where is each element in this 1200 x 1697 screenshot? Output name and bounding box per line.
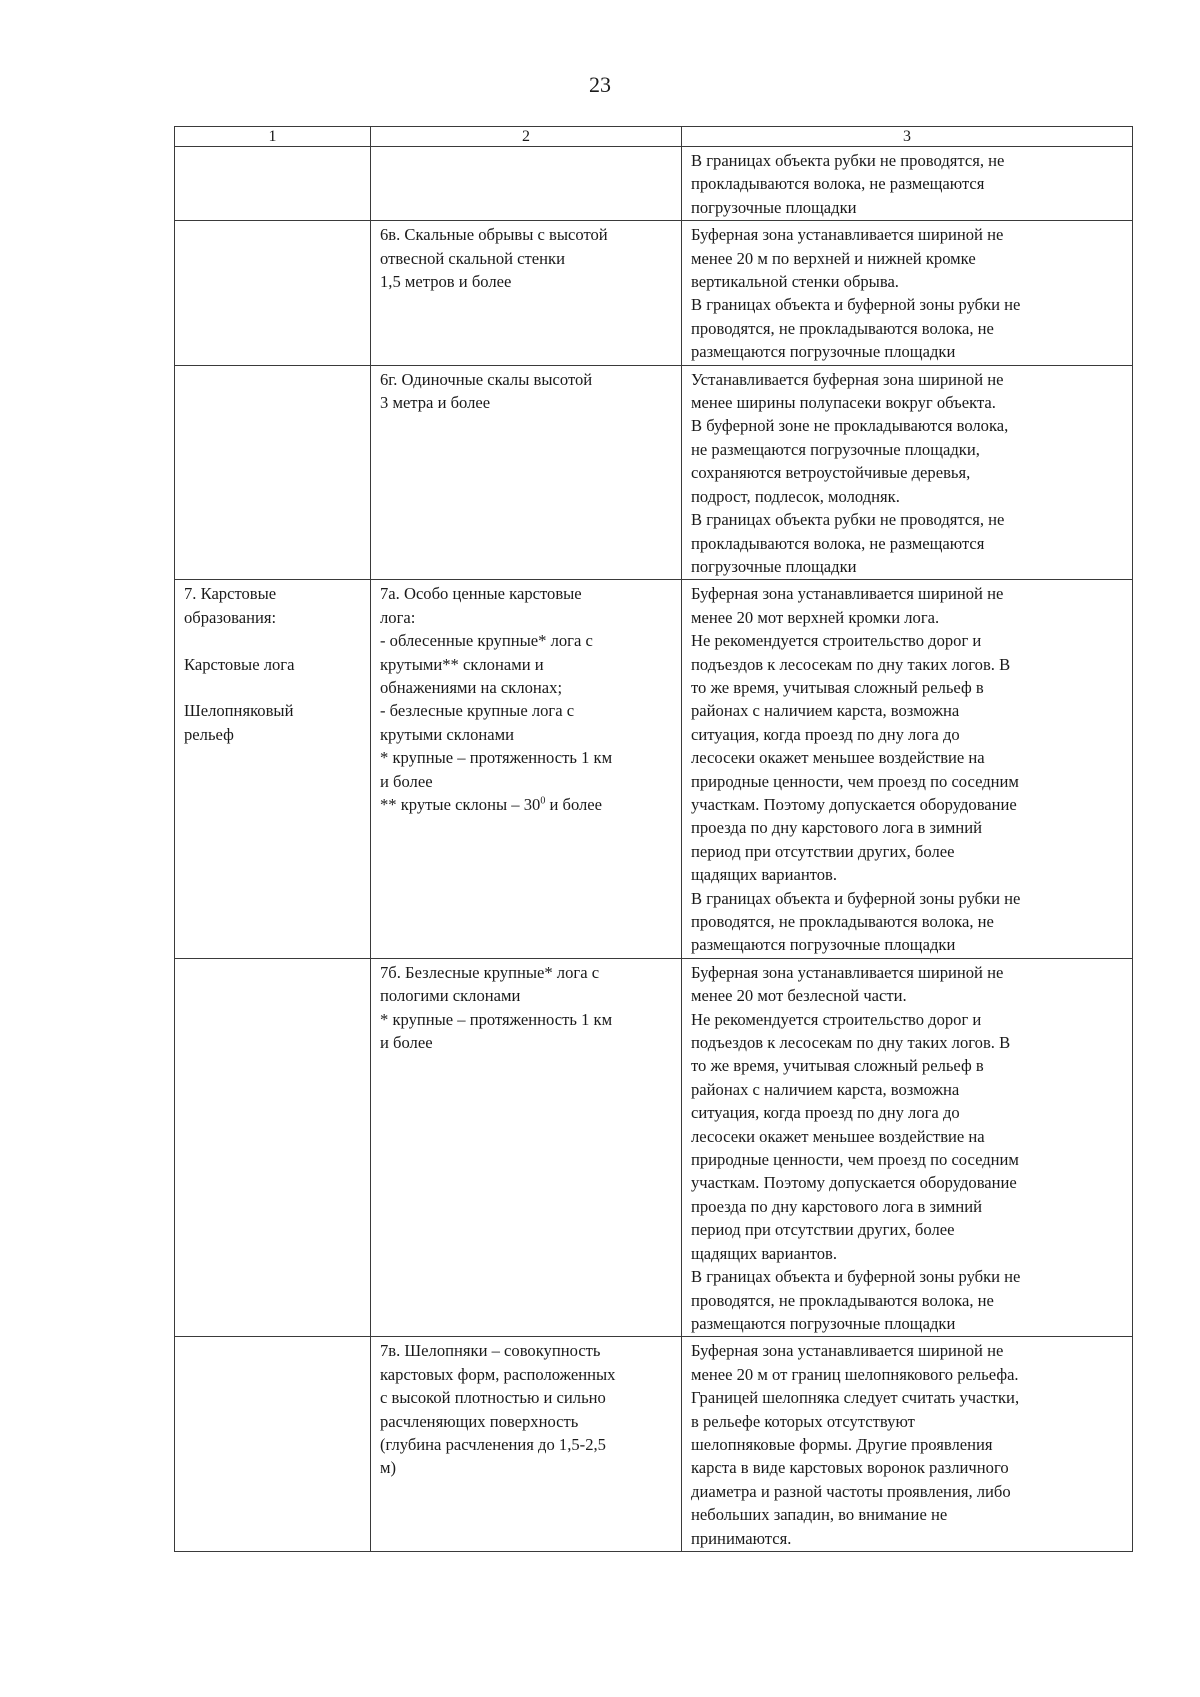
cell-object: 7а. Особо ценные карстовые лога: - облесенные крупные* лога с крутыми** склонами и обнажениями на склонах; - безлесные крупные лога с крутыми склонами * крупные – протяженность 1 км и более ** крутые склоны – $30^0$ и более	[371, 580, 682, 959]
cell-category	[175, 147, 371, 221]
cell-object: 6г. Одиночные скалы высотой 3 метра и более	[371, 365, 682, 580]
table-row	[175, 221, 1133, 365]
cell-requirements: Буферная зона устанавливается шириной не менее 20 мот безлесной части. Не рекомендуется строительство дорог и подъездов к лесосекам по дну таких логов. В то же время, учитывая сложный рельеф в районах с наличием карста, возможна ситуация, когда проезд по дну лога до лесосеки окажет меньшее воздействие на природные ценности, чем проезд по соседним участкам. Поэтому допускается оборудование проезда по дну карстового лога в зимний период при отсутствии других, более щадящих вариантов. В границах объекта и буферной зоны рубки не проводятся, не прокладываются волока, не размещаются погрузочные площадки	[682, 958, 1133, 1337]
header-cell-2: 2	[371, 127, 682, 147]
table-row	[175, 365, 1133, 580]
header-cell-3: 3	[682, 127, 1133, 147]
table-row	[175, 1337, 1133, 1552]
header-cell-1: 1	[175, 127, 371, 147]
cell-requirements: Буферная зона устанавливается шириной не менее 20 м от границ шелопнякового рельефа. Границей шелопняка следует считать участки, в рельефе которых отсутствуют шелопняковые формы. Другие проявления карста в виде карстовых воронок различного диаметра и разной частоты проявления, либо небольших западин, во внимание не принимаются.	[682, 1337, 1133, 1552]
document-table	[174, 126, 1133, 1552]
table-row	[175, 147, 1133, 221]
cell-object	[371, 147, 682, 221]
cell-requirements: Буферная зона устанавливается шириной не менее 20 м по верхней и нижней кромке вертикальной стенки обрыва. В границах объекта и буферной зоны рубки не проводятся, не прокладываются волока, не размещаются погрузочные площадки	[682, 221, 1133, 365]
cell-category	[175, 958, 371, 1337]
table-header-row	[175, 127, 1133, 147]
cell-category: 7. Карстовые образования: Карстовые лога Шелопняковый рельеф	[175, 580, 371, 959]
page-number: 23	[589, 72, 611, 97]
slopes-definition: ** крутые склоны – $30^0$ и более	[380, 794, 603, 814]
table-row	[175, 580, 1133, 959]
cell-object: 6в. Скальные обрывы с высотой отвесной скальной стенки 1,5 метров и более	[371, 221, 682, 365]
cell-requirements: Буферная зона устанавливается шириной не менее 20 мот верхней кромки лога. Не рекомендуется строительство дорог и подъездов к лесосекам по дну таких логов. В то же время, учитывая сложный рельеф в районах с наличием карста, возможна ситуация, когда проезд по дну лога до лесосеки окажет меньшее воздействие на природные ценности, чем проезд по соседним участкам. Поэтому допускается оборудование проезда по дну карстового лога в зимний период при отсутствии других, более щадящих вариантов. В границах объекта и буферной зоны рубки не проводятся, не прокладываются волока, не размещаются погрузочные площадки	[682, 580, 1133, 959]
table-row	[175, 958, 1133, 1337]
cell-category	[175, 221, 371, 365]
cell-object: 7в. Шелопняки – совокупность карстовых форм, расположенных с высокой плотностью и сильно расчленяющих поверхность (глубина расчленения до 1,5-2,5 м)	[371, 1337, 682, 1552]
cell-requirements: В границах объекта рубки не проводятся, не прокладываются волока, не размещаются погрузочные площадки	[682, 147, 1133, 221]
cell-requirements: Устанавливается буферная зона шириной не менее ширины полупасеки вокруг объекта. В буферной зоне не прокладываются волока, не размещаются погрузочные площадки, сохраняются ветроустойчивые деревья, подрост, подлесок, молодняк. В границах объекта рубки не проводятся, не прокладываются волока, не размещаются погрузочные площадки	[682, 365, 1133, 580]
cell-category	[175, 365, 371, 580]
cell-object: 7б. Безлесные крупные* лога с пологими склонами * крупные – протяженность 1 км и более	[371, 958, 682, 1337]
cell-category	[175, 1337, 371, 1552]
